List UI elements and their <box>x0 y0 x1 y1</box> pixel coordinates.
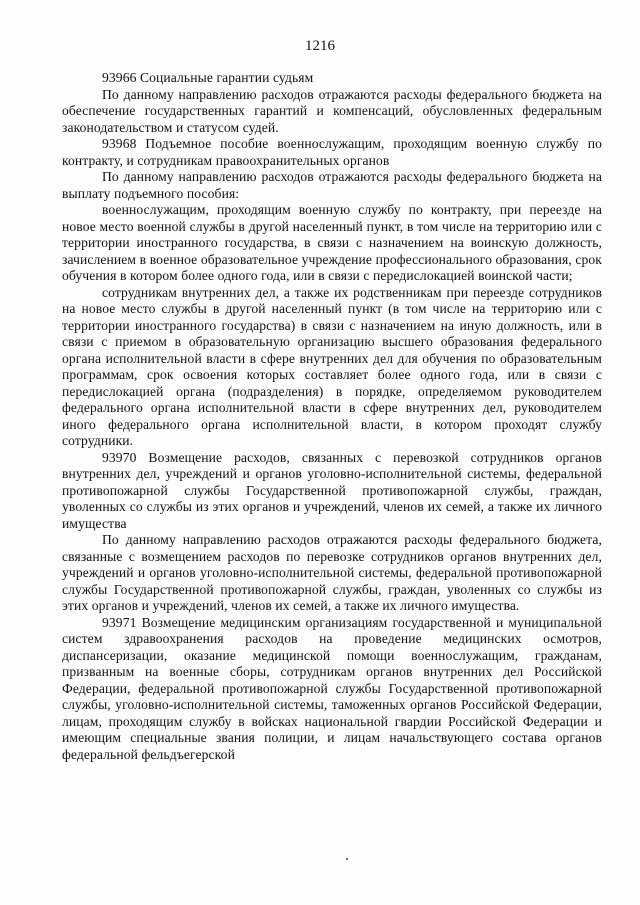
heading-93971: 93971 Возмещение медицинским организациям государственной и муниципальной систем здравоохранения расходов на проведение медицинских осмотров, диспансеризации, оказание медицинской помощи военнослужащим, гражданам, призванным на военные сборы, сотрудникам органов внутренних дел Российской Федерации, федеральной противопожарной службы Государственной противопожарной службы, уголовно-исполнительной системы, таможенных органов Российской Федерации, лицам, проходящим службу в войсках национальной гвардии Российской Федерации и имеющим специальные звания полиции, и лицам начальствующего состава органов федеральной фельдъегерской <box>62 614 602 762</box>
paragraph-93970-description: По данному направлению расходов отражаются расходы федерального бюджета, связанные с возмещением расходов по перевозке сотрудников органов внутренних дел, учреждений и органов уголовно-исполнительной системы, федеральной противопожарной службы Государственной противопожарной службы, граждан, уволенных со службы из этих органов и учреждений, членов их семей, а также их личного имущества. <box>62 532 602 613</box>
document-body <box>62 70 602 763</box>
scan-speck <box>346 858 348 860</box>
paragraph-93968-internal-affairs: сотрудникам внутренних дел, а также их родственникам при переезде сотрудников на новое место службы в другой населенный пункт (в том числе на территорию или с территории иностранного государства) в связи с назначением на иную должность, или в связи с приемом в образовательную организацию высшего образования федерального органа исполнительной власти в сфере внутренних дел для обучения по образовательным программам, срок освоения которых составляет более одного года, или в связи с передислокацией органа (подразделения) в порядке, определяемом руководителем федерального органа исполнительной власти в сфере внутренних дел, руководителем иного федерального органа исполнительной власти, в котором проходят службу сотрудники. <box>62 284 602 448</box>
paragraph-93968-intro: По данному направлению расходов отражаются расходы федерального бюджета на выплату подъемного пособия: <box>62 169 602 201</box>
paragraph-93966-description: По данному направлению расходов отражаются расходы федерального бюджета на обеспечение государственных гарантий и компенсаций, обусловленных федеральным законодательством и статусом судей. <box>62 86 602 135</box>
heading-93970: 93970 Возмещение расходов, связанных с перевозкой сотрудников органов внутренних дел, учреждений и органов уголовно-исполнительной системы, федеральной противопожарной службы Государственной противопожарной службы, граждан, уволенных со службы из этих органов и учреждений, членов их семей, а также их личного имущества <box>62 449 602 531</box>
page-number: 1216 <box>305 38 335 54</box>
paragraph-93968-military: военнослужащим, проходящим военную службу по контракту, при переезде на новое место военной службы в другой населенный пункт, в том числе на территорию или с территории иностранного государства, в связи с назначением на воинскую должность, зачислением в военное образовательное учреждение профессионального образования, срок обучения в котором более одного года, или в связи с передислокацией воинской части; <box>62 202 602 283</box>
heading-93966: 93966 Социальные гарантии судьям <box>102 70 314 85</box>
heading-93968: 93968 Подъемное пособие военнослужащим, проходящим военную службу по контракту, и сотрудникам правоохранительных органов <box>62 136 602 168</box>
